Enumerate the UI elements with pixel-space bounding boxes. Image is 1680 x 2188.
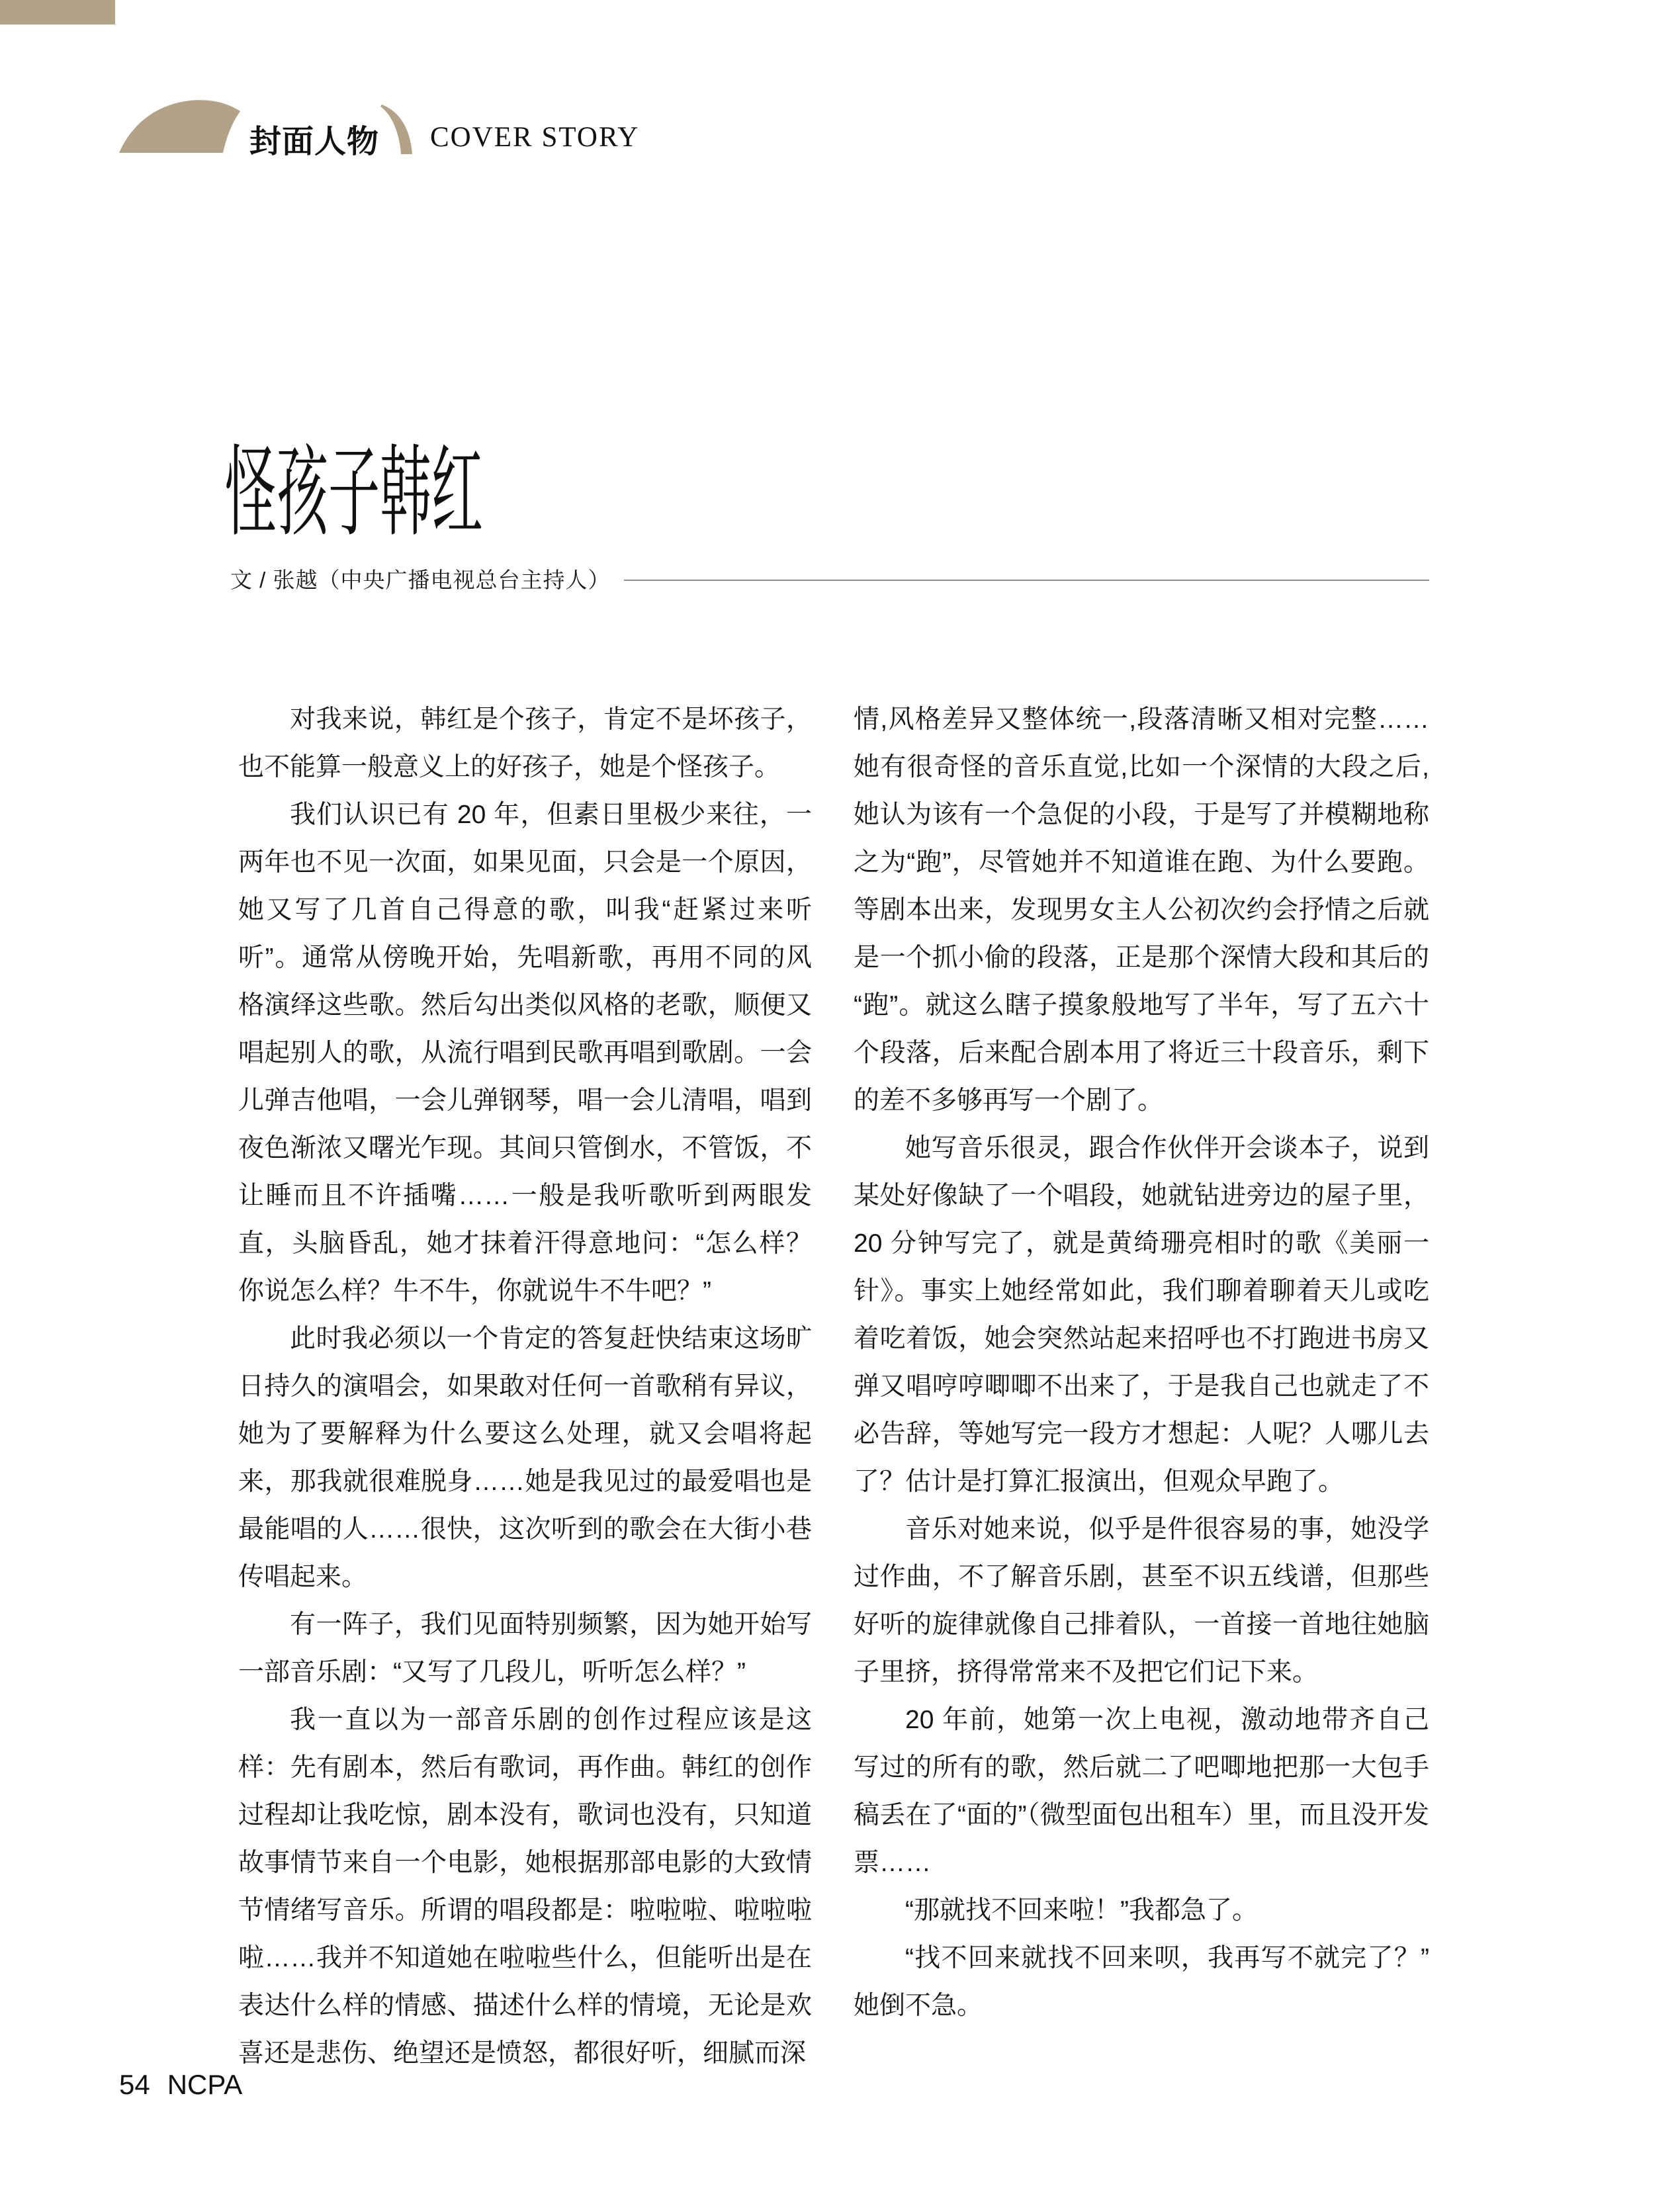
byline-row xyxy=(230,566,1429,594)
section-title-en: COVER STORY xyxy=(430,122,640,153)
article-column-right xyxy=(854,696,1429,2078)
article-column-left xyxy=(238,696,812,2078)
paragraph: 对我来说，韩红是个孩子，肯定不是坏孩子，也不能算一般意义上的好孩子，她是个怪孩子。 xyxy=(238,705,812,781)
paragraph: 她写音乐很灵，跟合作伙伴开会谈本子，说到某处好像缺了一个唱段，她就钻进旁边的屋子里，20 分钟写完了，就是黄绮珊亮相时的歌《美丽一针》。事实上她经常如此，我们聊着聊着天儿或吃着吃着饭，她会突然站起来招呼也不打跑进书房又弹又唱哼哼唧唧不出来了，于是我自己也就走了不必告辞，等她写完一段方才想起：人呢？人哪儿去了？估计是打算汇报演出，但观众早跑了。 xyxy=(854,1134,1429,1496)
paragraph: 有一阵子，我们见面特别频繁，因为她开始写一部音乐剧：“又写了几段儿，听听怎么样？” xyxy=(238,1610,812,1686)
paragraph: 20 年前，她第一次上电视，激动地带齐自己写过的所有的歌，然后就二了吧唧地把那一大包手稿丢在了“面的”（微型面包出租车）里，而且没开发票…… xyxy=(854,1706,1429,1877)
byline: 文 / 张越（中央广播电视总台主持人） xyxy=(230,568,611,592)
byline-rule xyxy=(624,580,1429,581)
paragraph: 情,风格差异又整体统一,段落清晰又相对完整……她有很奇怪的音乐直觉,比如一个深情的大段之后,她认为该有一个急促的小段，于是写了并模糊地称之为“跑”，尽管她并不知道谁在跑、为什么要跑。等剧本出来，发现男女主人公初次约会抒情之后就是一个抓小偷的段落，正是那个深情大段和其后的“跑”。就这么瞎子摸象般地写了半年，写了五六十个段落，后来配合剧本用了将近三十段音乐，剩下的差不多够再写一个剧了。 xyxy=(854,705,1429,1115)
paragraph: 此时我必须以一个肯定的答复赶快结束这场旷日持久的演唱会，如果敢对任何一首歌稍有异议，她为了要解释为什么要这么处理，就又会唱将起来，那我就很难脱身……她是我见过的最爱唱也是最能唱的人……很快，这次听到的歌会在大街小巷传唱起来。 xyxy=(238,1325,812,1591)
paragraph: 音乐对她来说，似乎是件很容易的事，她没学过作曲，不了解音乐剧，甚至不识五线谱，但那些好听的旋律就像自己排着队，一首接一首地往她脑子里挤，挤得常常来不及把它们记下来。 xyxy=(854,1515,1429,1686)
header-accent-bar xyxy=(0,0,115,24)
paragraph: 我们认识已有 20 年，但素日里极少来往，一两年也不见一次面，如果见面，只会是一个原因，她又写了几首自己得意的歌，叫我“赶紧过来听听”。通常从傍晚开始，先唱新歌，再用不同的风格演绎这些歌。然后勾出类似风格的老歌，顺便又唱起别人的歌，从流行唱到民歌再唱到歌剧。一会儿弹吉他唱，一会儿弹钢琴，唱一会儿清唱，唱到夜色渐浓又曙光乍现。其间只管倒水，不管饭，不让睡而且不许插嘴……一般是我听歌听到两眼发直，头脑昏乱，她才抹着汗得意地问：“怎么样？你说怎么样？牛不牛，你就说牛不牛吧？” xyxy=(238,801,812,1305)
page-number: 54 xyxy=(119,2069,150,2100)
leaf-swoosh-icon xyxy=(114,98,246,154)
section-title-cn: 封面人物 xyxy=(249,124,380,159)
comma-swoosh-icon xyxy=(380,105,415,154)
paragraph: 我一直以为一部音乐剧的创作过程应该是这样：先有剧本，然后有歌词，再作曲。韩红的创作过程却让我吃惊，剧本没有，歌词也没有，只知道故事情节来自一个电影，她根据那部电影的大致情节情绪写音乐。所谓的唱段都是：啦啦啦、啦啦啦啦……我并不知道她在啦啦些什么，但能听出是在表达什么样的情感、描述什么样的情境，无论是欢喜还是悲伤、绝望还是愤怒，都很好听，细腻而深 xyxy=(238,1706,812,2068)
journal-name: NCPA xyxy=(167,2069,243,2100)
page-footer xyxy=(119,2068,242,2101)
paragraph: “那就找不回来啦！”我都急了。 xyxy=(905,1896,1258,1925)
paragraph: “找不回来就找不回来呗，我再写不就完了？”她倒不急。 xyxy=(854,1944,1429,2020)
article-body xyxy=(238,696,1429,2078)
article-title: 怪孩子韩红 xyxy=(225,438,484,548)
